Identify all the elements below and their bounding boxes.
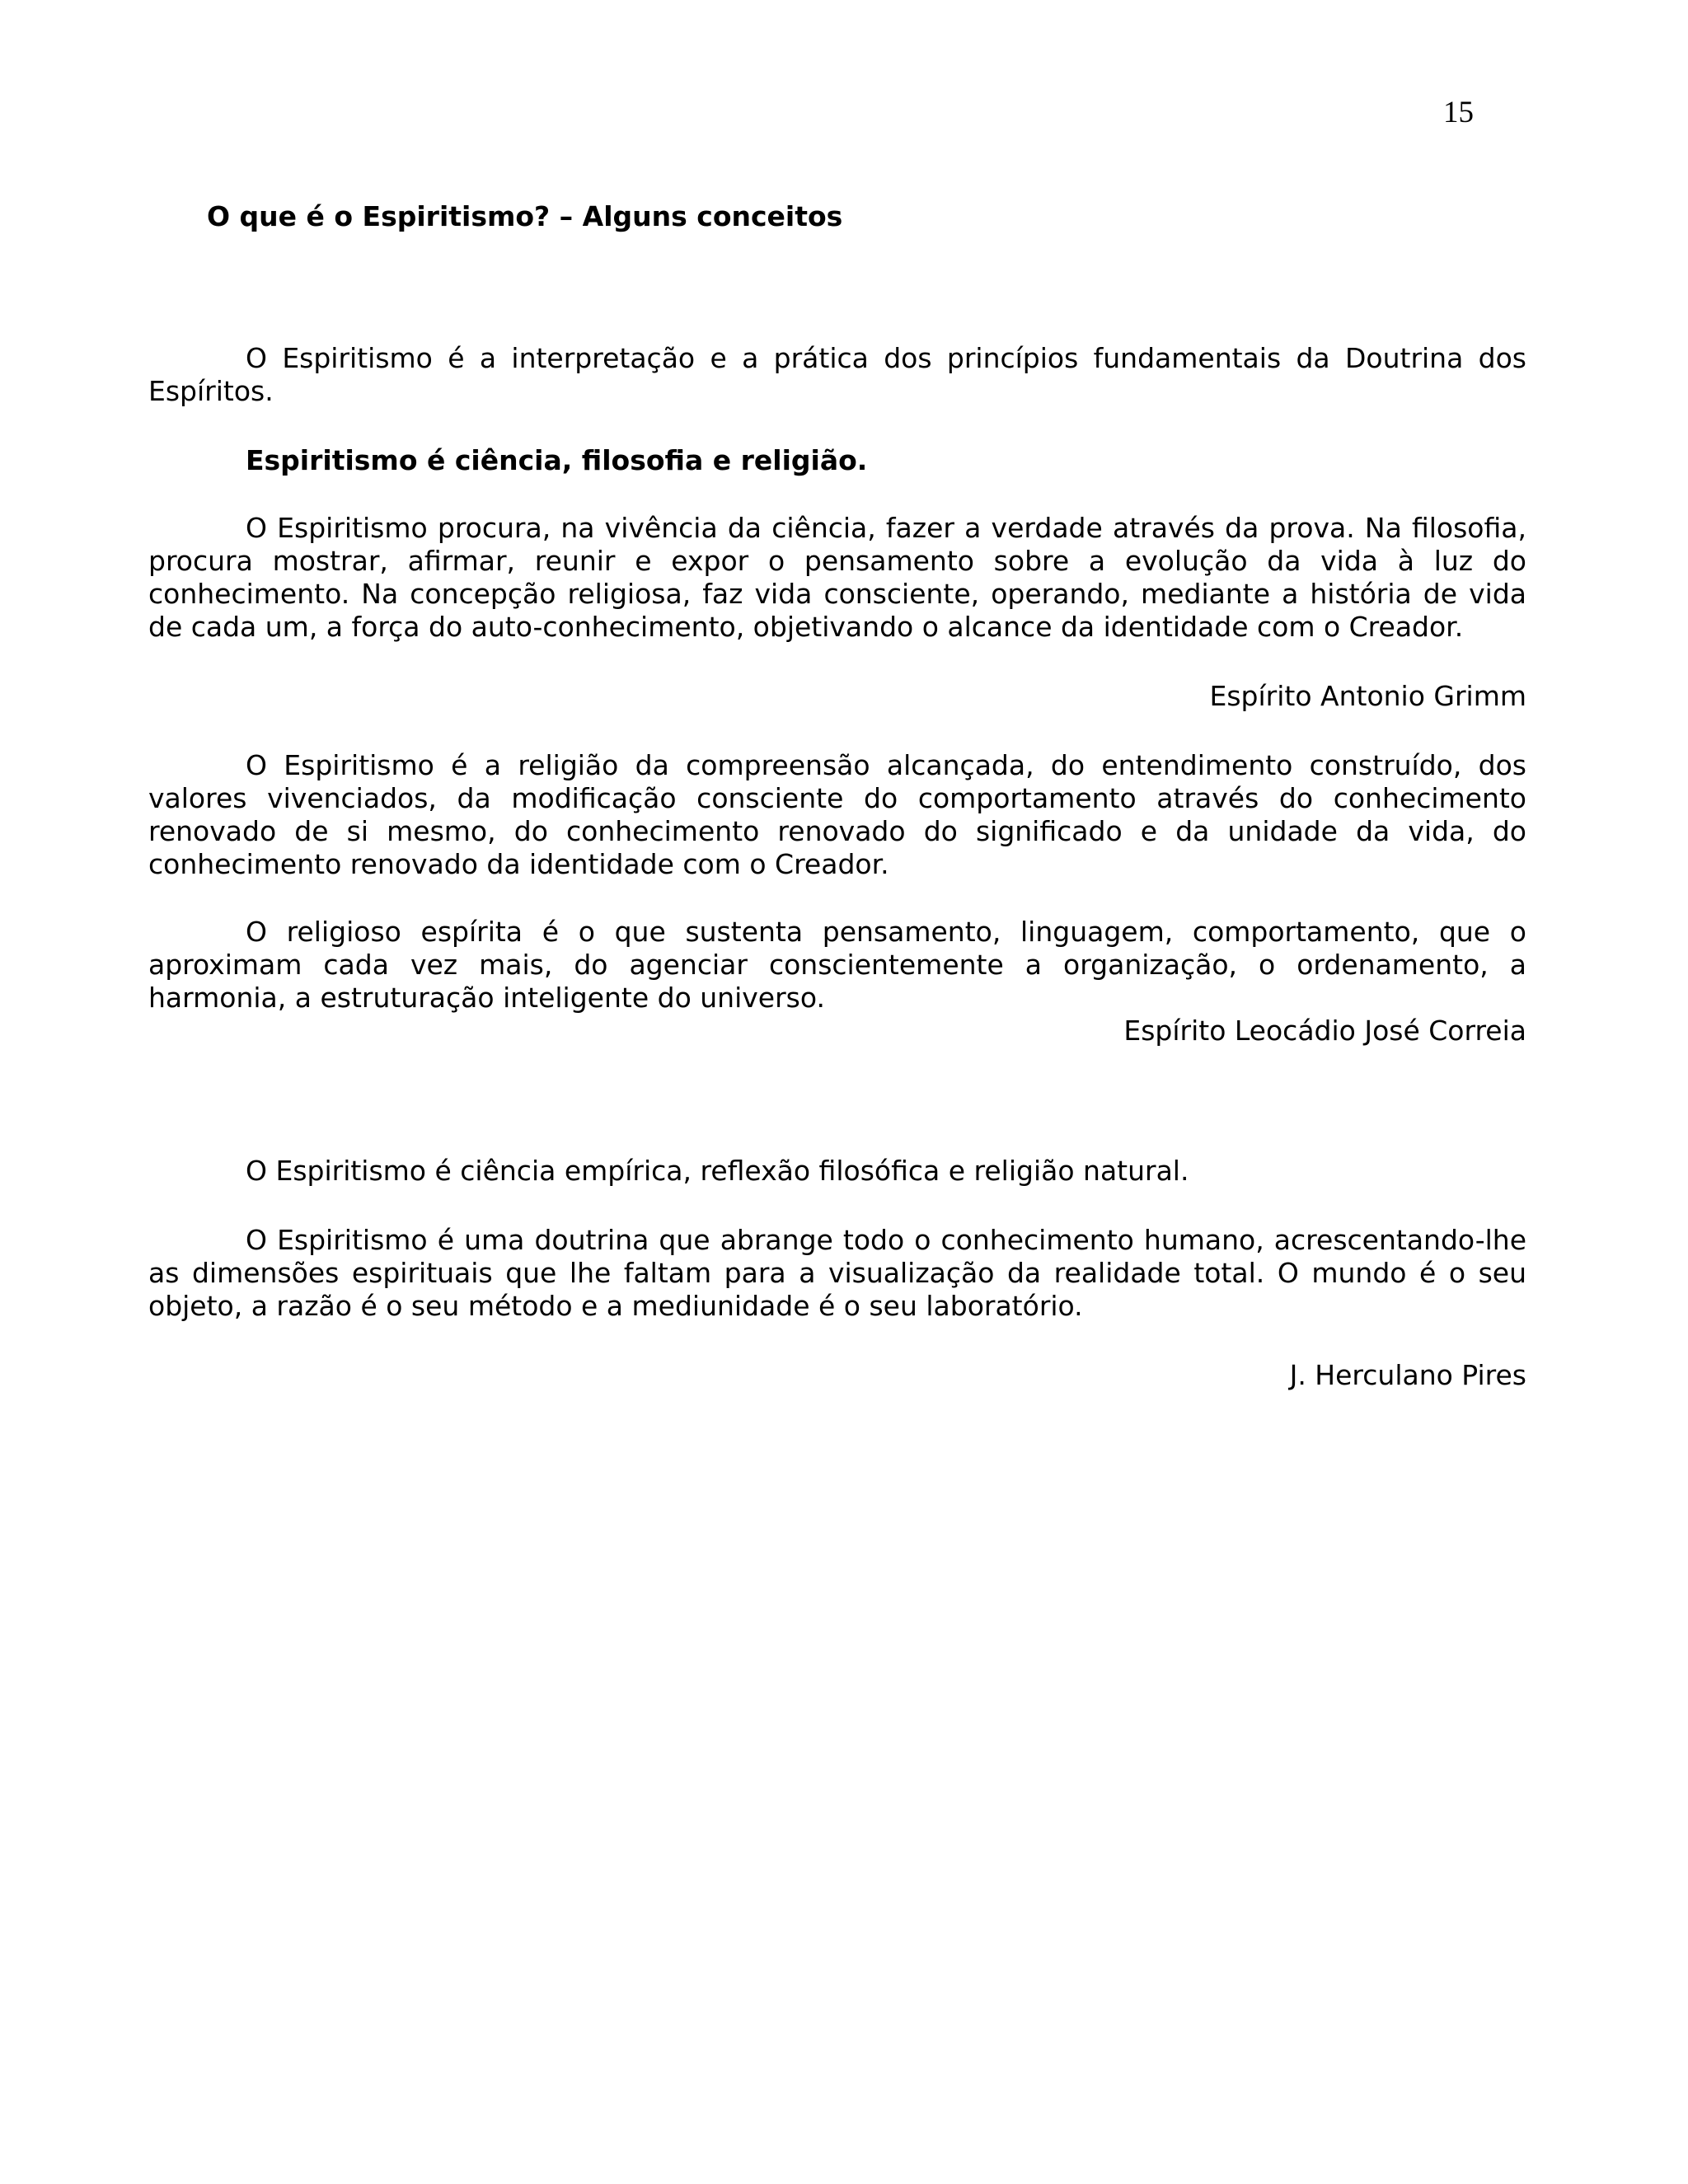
paragraph-religioso: O religioso espírita é o que sustenta pensamento, linguagem, comportamento, que o aproximam cada vez mais, do agenciar conscientemente a organização, o ordenamento, a harmonia, a estruturação inteligente do universo. [148, 916, 1526, 1014]
attribution-grimm: Espírito Antonio Grimm [1209, 680, 1526, 712]
page-title: O que é o Espiritismo? – Alguns conceitos [207, 200, 843, 232]
page-number: 15 [1443, 96, 1474, 129]
subheading: Espiritismo é ciência, filosofia e religião. [246, 444, 868, 476]
paragraph-religion: O Espiritismo é a religião da compreensão alcançada, do entendimento construído, dos valores vivenciados, da modificação consciente do comportamento através do conhecimento renovado de si mesmo, do conhecimento renovado do significado e da unidade da vida, do conhecimento renovado da identidade com o Creador. [148, 749, 1526, 880]
attribution-pires: J. Herculano Pires [1289, 1359, 1526, 1391]
document-body [148, 342, 1526, 1392]
paragraph-empirica: O Espiritismo é ciência empírica, reflexão filosófica e religião natural. [246, 1155, 1189, 1187]
paragraph-definition: O Espiritismo é a interpretação e a prática dos princípios fundamentais da Doutrina dos Espíritos. [148, 342, 1526, 407]
attribution-correia: Espírito Leocádio José Correia [1123, 1015, 1526, 1047]
paragraph-doutrina: O Espiritismo é uma doutrina que abrange todo o conhecimento humano, acrescentando-lhe as dimensões espirituais que lhe faltam para a visualização da realidade total. O mundo é o seu objeto, a razão é o seu método e a mediunidade é o seu laboratório. [148, 1224, 1526, 1322]
paragraph-grimm: O Espiritismo procura, na vivência da ciência, fazer a verdade através da prova. Na filosofia, procura mostrar, afirmar, reunir e expor o pensamento sobre a evolução da vida à luz do conhecimento. Na concepção religiosa, faz vida consciente, operando, mediante a história de vida de cada um, a força do auto-conhecimento, objetivando o alcance da identidade com o Creador. [148, 512, 1526, 643]
